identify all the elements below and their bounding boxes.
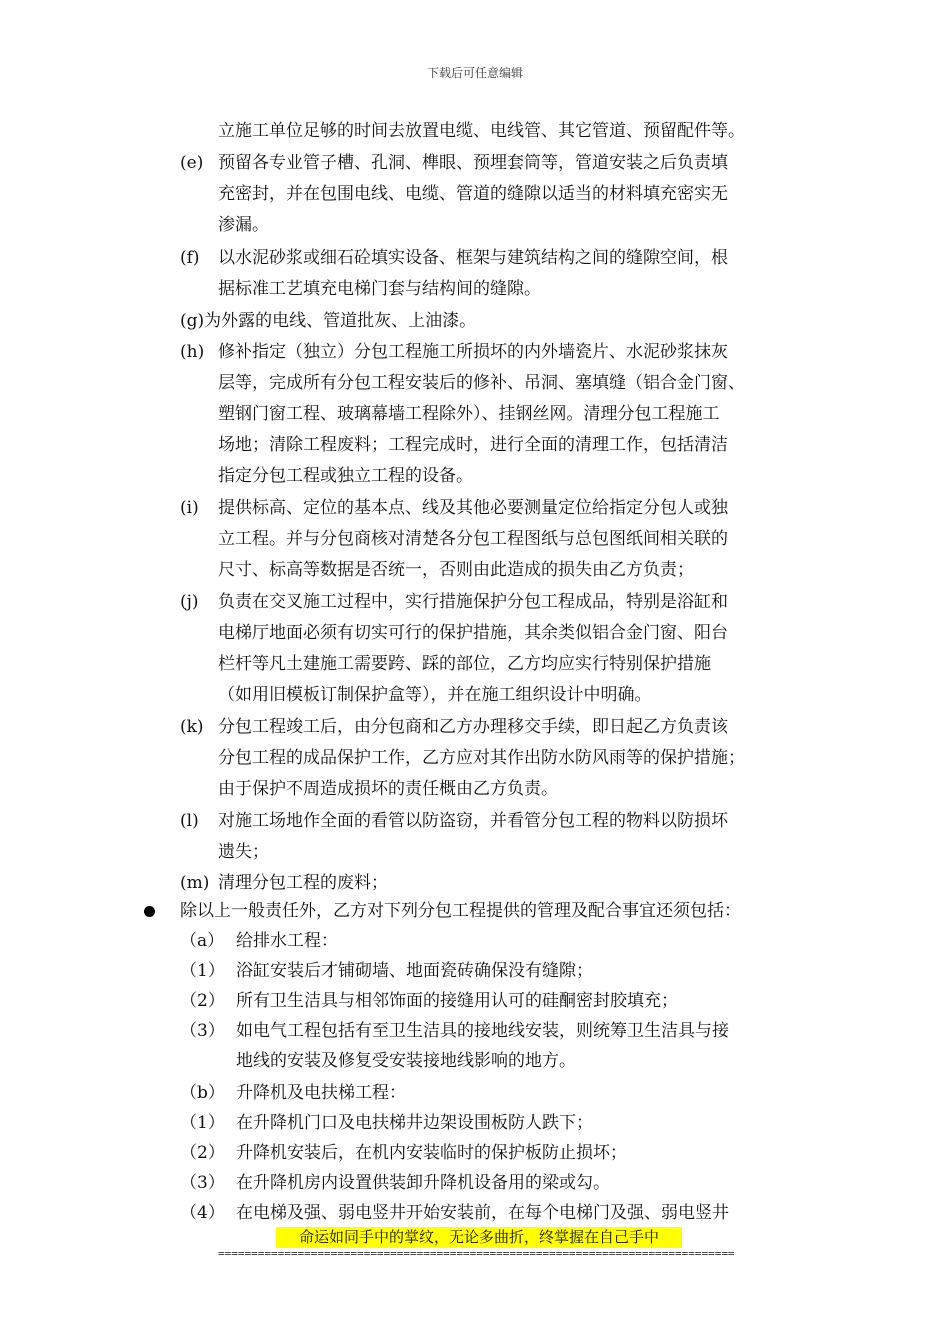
item-marker: (l) [180, 811, 199, 831]
item-marker: (f) [180, 248, 200, 268]
text-line [0, 1172, 950, 1194]
line-text: 据标准工艺填充电梯门套与结构间的缝隙。 [218, 279, 541, 299]
line-text: 电梯厅地面必须有切实可行的保护措施，其余类似铝合金门窗、阳台 [218, 623, 728, 643]
text-line [0, 310, 950, 332]
text-line [0, 1020, 950, 1042]
text-line [0, 341, 950, 363]
item-marker: (k) [180, 717, 204, 737]
line-text: 浴缸安装后才铺砌墙、地面瓷砖确保没有缝隙； [236, 961, 593, 981]
line-text: 层等，完成所有分包工程安装后的修补、吊洞、塞填缝（铝合金门窗、 [218, 373, 745, 393]
text-line [0, 591, 950, 613]
text-line [0, 810, 950, 832]
line-text: 升降机及电扶梯工程： [236, 1083, 406, 1103]
line-text: 负责在交叉施工过程中，实行措施保护分包工程成品，特别是浴缸和 [218, 592, 728, 612]
item-marker: （3） [180, 1021, 225, 1041]
text-line [0, 841, 950, 863]
line-text: 由于保护不周造成损坏的责任概由乙方负责。 [218, 779, 558, 799]
line-text: 清理分包工程的废料； [218, 873, 388, 893]
text-line [0, 465, 950, 487]
item-marker: （2） [180, 1143, 225, 1163]
text-line [0, 403, 950, 425]
line-text: 分包工程的成品保护工作，乙方应对其作出防水防风雨等的保护措施； [218, 748, 745, 768]
line-text: 在升降机门口及电扶梯井边架设围板防人跌下； [236, 1113, 593, 1133]
text-line [0, 1142, 950, 1164]
text-line [0, 152, 950, 174]
text-line [0, 747, 950, 769]
item-marker: （a） [180, 931, 225, 951]
text-line [0, 622, 950, 644]
text-line [0, 528, 950, 550]
line-text: 塑钢门窗工程、玻璃幕墙工程除外）、挂钢丝网。清理分包工程施工 [218, 404, 720, 424]
text-line [0, 1202, 950, 1224]
item-marker: （2） [180, 991, 225, 1011]
line-text: 如电气工程包括有至卫生洁具的接地线安装，则统筹卫生洁具与接 [236, 1021, 729, 1041]
item-marker: (e) [180, 153, 204, 173]
line-text: 除以上一般责任外，乙方对下列分包工程提供的管理及配合事宜还须包括： [180, 901, 741, 921]
text-line [0, 372, 950, 394]
text-line [0, 653, 950, 675]
line-text: 对施工场地作全面的看管以防盗窃，并看管分包工程的物料以防损坏 [218, 811, 728, 831]
line-text: 地线的安装及修复受安装接地线影响的地方。 [236, 1051, 576, 1071]
text-line [0, 214, 950, 236]
text-line [0, 684, 950, 706]
item-marker: (m) [180, 873, 210, 893]
line-text: 升降机安装后，在机内安装临时的保护板防止损坏； [236, 1143, 627, 1163]
line-text: 充密封，并在包围电线、电缆、管道的缝隙以适当的材料填充密实无 [218, 184, 728, 204]
line-text: 以水泥砂浆或细石砼填实设备、框架与建筑结构之间的缝隙空间，根 [218, 248, 728, 268]
line-text: 在升降机房内设置供装卸升降机设备用的梁或勾。 [236, 1173, 610, 1193]
text-line [0, 990, 950, 1012]
item-marker: (i) [180, 498, 199, 518]
text-line [0, 559, 950, 581]
text-line [0, 960, 950, 982]
text-line [0, 930, 950, 952]
line-text: （如用旧模板订制保护盒等），并在施工组织设计中明确。 [218, 685, 652, 705]
line-text: 栏杆等凡土建施工需要跨、踩的部位，乙方均应实行特别保护措施 [218, 654, 711, 674]
item-marker: （b） [180, 1083, 225, 1103]
line-text: 立工程。并与分包商核对清楚各分包工程图纸与总包图纸间相关联的 [218, 529, 728, 549]
text-line [0, 434, 950, 456]
item-marker: （4） [180, 1203, 225, 1223]
text-line [0, 120, 950, 142]
text-line [0, 1112, 950, 1134]
text-line [0, 872, 950, 894]
footer-rule: ============================================================================== [218, 1247, 735, 1260]
line-text: 在电梯及强、弱电竖井开始安装前，在每个电梯门及强、弱电竖井 [236, 1203, 729, 1223]
line-text: 分包工程竣工后，由分包商和乙方办理移交手续，即日起乙方负责该 [218, 717, 728, 737]
text-line [0, 778, 950, 800]
text-line [0, 497, 950, 519]
line-text: 预留各专业管子槽、孔洞、榫眼、预埋套筒等，管道安装之后负责填 [218, 153, 728, 173]
text-line [0, 900, 950, 922]
item-marker: （1） [180, 1113, 225, 1133]
text-line [0, 278, 950, 300]
line-text: 提供标高、定位的基本点、线及其他必要测量定位给指定分包人或独 [218, 498, 728, 518]
bullet-icon [144, 906, 155, 917]
item-marker: (h) [180, 342, 205, 362]
item-marker: （1） [180, 961, 225, 981]
line-text: 指定分包工程或独立工程的设备。 [218, 466, 473, 486]
text-line [0, 247, 950, 269]
page-header: 下载后可任意编辑 [426, 66, 523, 80]
line-text: 立施工单位足够的时间去放置电缆、电线管、其它管道、预留配件等。 [218, 121, 745, 141]
line-text: 修补指定（独立）分包工程施工所损坏的内外墙瓷片、水泥砂浆抹灰 [218, 342, 728, 362]
line-text: 遗失； [218, 842, 269, 862]
text-line [0, 1082, 950, 1104]
footer-motto: 命运如同手中的掌纹，无论多曲折，终掌握在自己手中 [276, 1227, 682, 1248]
line-text: 所有卫生洁具与相邻饰面的接缝用认可的硅酮密封胶填充； [236, 991, 678, 1011]
line-text: 场地；清除工程废料；工程完成时，进行全面的清理工作，包括清洁 [218, 435, 728, 455]
line-text: 尺寸、标高等数据是否统一，否则由此造成的损失由乙方负责； [218, 560, 694, 580]
item-marker: (j) [180, 592, 199, 612]
text-line [0, 1050, 950, 1072]
line-text: 给排水工程： [236, 931, 338, 951]
line-text: 渗漏。 [218, 215, 269, 235]
line-text: (g)为外露的电线、管道批灰、上油漆。 [180, 311, 477, 331]
text-line [0, 183, 950, 205]
item-marker: （3） [180, 1173, 225, 1193]
text-line [0, 716, 950, 738]
